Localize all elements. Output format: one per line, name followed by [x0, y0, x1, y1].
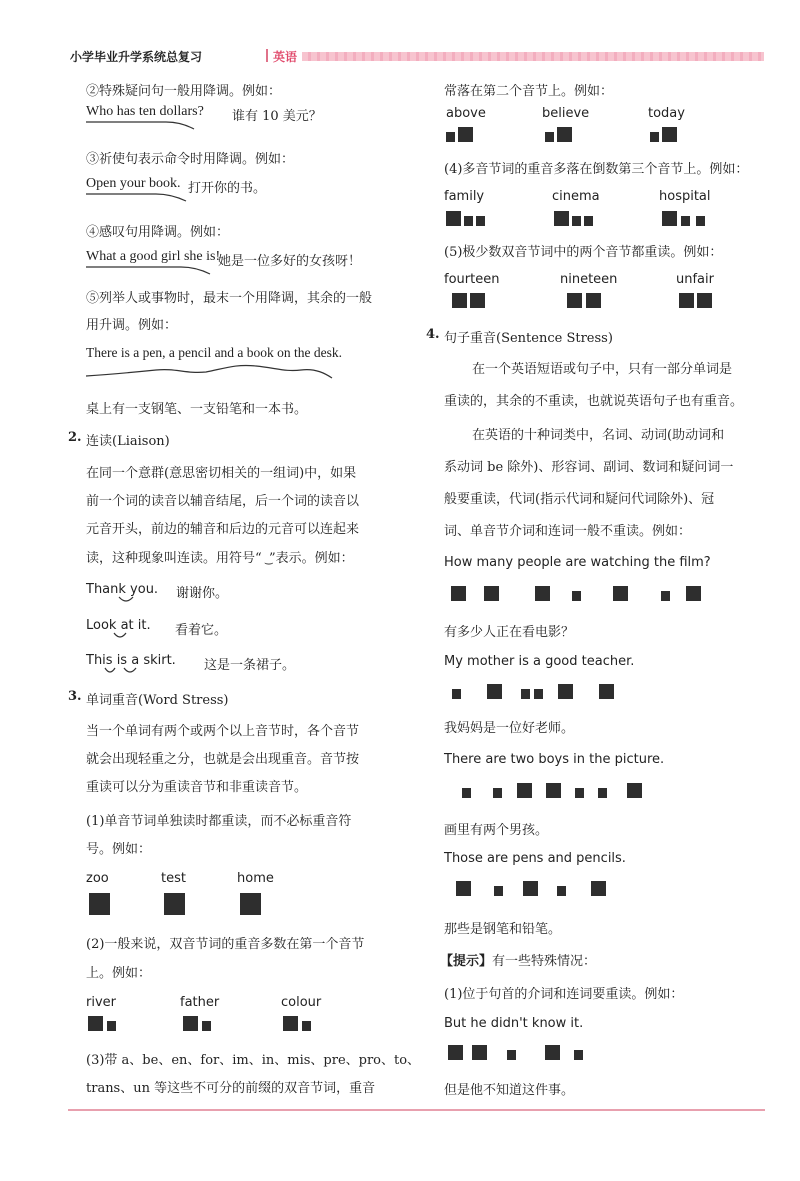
rule-3-example-cn: 打开你的书。	[188, 181, 267, 196]
stress-mark-weak	[452, 689, 461, 699]
rule-4-example-cn: 她是一位多好的女孩呀！	[218, 254, 362, 269]
stress-mark-weak	[464, 216, 473, 226]
rule-2-title: ②特殊疑问句一般用降调。例如：	[86, 84, 282, 99]
word-father: father	[180, 995, 220, 1010]
stress-mark-strong	[586, 293, 601, 308]
rule-3-example-en: Open your book.	[86, 176, 181, 191]
section-3-title: 单词重音(Word Stress)	[86, 693, 229, 708]
stress-mark-strong	[599, 684, 614, 699]
liaison-example-1-en: Thank you.	[86, 582, 159, 597]
stress-mark-strong	[472, 1045, 487, 1060]
liaison-example-1-cn: 谢谢你。	[176, 586, 229, 601]
section-2-line-4: 读，这种现象叫连读。用符号“ ͜ ”表示。例如：	[86, 551, 354, 566]
stress-mark-weak	[557, 886, 566, 896]
stress-mark-strong	[545, 1045, 560, 1060]
stress-mark-strong	[470, 293, 485, 308]
section-4-para1-line2: 重读的，其余的不重读，也就说英语句子也有重音。	[444, 394, 744, 409]
rule-4-example-en: What a good girl she is!	[86, 249, 221, 264]
word-family: family	[444, 189, 485, 204]
stress-mark-strong	[517, 783, 532, 798]
stress-mark-strong	[456, 881, 471, 896]
section-2-line-1: 在同一个意群(意思密切相关的一组词)中，如果	[86, 466, 357, 481]
word-hospital: hospital	[659, 189, 711, 204]
section-2-line-3: 元音开头，前边的辅音和后边的元音可以连起来	[86, 522, 360, 537]
stress-mark-strong	[448, 1045, 463, 1060]
stress-mark-strong	[446, 211, 461, 226]
stress-mark-weak	[584, 216, 593, 226]
stress-mark-weak	[107, 1021, 116, 1031]
stress-mark-weak	[574, 1050, 583, 1060]
word-cinema: cinema	[552, 189, 600, 204]
stress-mark-weak	[534, 689, 543, 699]
word-colour: colour	[281, 995, 322, 1010]
stress-mark-strong	[567, 293, 582, 308]
stress-mark-strong	[183, 1016, 198, 1031]
liaison-example-3-cn: 这是一条裙子。	[204, 658, 296, 673]
word-fourteen: fourteen	[444, 272, 500, 287]
tip-1-line: (1)位于句首的介词和连词要重读。例如：	[444, 987, 684, 1002]
header-stripe	[302, 52, 764, 61]
stress-mark-strong	[283, 1016, 298, 1031]
stress-mark-strong	[686, 586, 701, 601]
stress-mark-strong	[451, 586, 466, 601]
section-4-para2-line4: 词、单音节介词和连词一般不重读。例如：	[444, 524, 692, 539]
word-rule-2-line-2: 上。例如：	[86, 966, 152, 981]
stress-mark-strong	[662, 127, 677, 142]
section-3-number: 3.	[68, 689, 82, 704]
stress-mark-weak	[494, 886, 503, 896]
rule-5-example-en: There is a pen, a pencil and a book on the desk.	[86, 345, 343, 360]
header-divider	[266, 49, 268, 62]
stress-mark-weak	[462, 788, 471, 798]
stress-mark-weak	[493, 788, 502, 798]
stress-mark-strong	[452, 293, 467, 308]
section-4-para2-line2: 系动词 be 除外)、形容词、副词、数词和疑问词一	[444, 460, 734, 475]
sentence-3-cn: 画里有两个男孩。	[444, 823, 549, 838]
stress-mark-strong	[535, 586, 550, 601]
stress-mark-weak	[302, 1021, 311, 1031]
stress-mark-strong	[627, 783, 642, 798]
stress-mark-weak	[650, 132, 659, 142]
sentence-4-cn: 那些是钢笔和铅笔。	[444, 922, 562, 937]
stress-mark-weak	[572, 216, 581, 226]
intonation-curve	[86, 360, 336, 382]
sentence-4-en: Those are pens and pencils.	[444, 851, 626, 866]
liaison-example-2-cn: 看着它。	[175, 623, 228, 638]
stress-mark-strong	[240, 893, 261, 915]
stress-mark-strong	[679, 293, 694, 308]
sentence-2-cn: 我妈妈是一位好老师。	[444, 721, 575, 736]
word-home: home	[237, 871, 274, 886]
stress-mark-strong	[546, 783, 561, 798]
rule-5-line-2: 用升调。例如：	[86, 318, 178, 333]
word-rule-3-line-3: 常落在第二个音节上。例如：	[444, 84, 614, 99]
stress-mark-weak	[681, 216, 690, 226]
stress-mark-weak	[446, 132, 455, 142]
stress-mark-weak	[572, 591, 581, 601]
stress-mark-strong	[591, 881, 606, 896]
tip-text: 有一些特殊情况：	[492, 954, 597, 969]
word-river: river	[86, 995, 116, 1010]
section-4-para1-line1: 在一个英语短语或句子中，只有一部分单词是	[472, 362, 733, 377]
stress-mark-weak	[598, 788, 607, 798]
falling-intonation-mark	[86, 265, 216, 277]
liaison-mark	[104, 667, 138, 675]
rule-2-example-cn: 谁有 10 美元？	[232, 109, 322, 124]
stress-mark-strong	[88, 1016, 103, 1031]
section-3-line-1: 当一个单词有两个或两个以上音节时，各个音节	[86, 724, 360, 739]
stress-mark-strong	[89, 893, 110, 915]
section-3-line-2: 就会出现轻重之分，也就是会出现重音。音节按	[86, 752, 360, 767]
stress-mark-strong	[558, 684, 573, 699]
liaison-mark	[118, 596, 134, 604]
stress-mark-weak	[476, 216, 485, 226]
section-2-line-2: 前一个词的读音以辅音结尾，后一个词的读音以	[86, 494, 360, 509]
sentence-5-en: But he didn't know it.	[444, 1016, 584, 1031]
stress-mark-strong	[487, 684, 502, 699]
sentence-1-en: How many people are watching the film?	[444, 555, 711, 570]
word-rule-1-line-2: 号。例如：	[86, 842, 152, 857]
stress-mark-strong	[557, 127, 572, 142]
liaison-example-3-en: This is a skirt.	[86, 653, 176, 668]
stress-mark-strong	[458, 127, 473, 142]
sentence-2-en: My mother is a good teacher.	[444, 654, 635, 669]
section-4-title: 句子重音(Sentence Stress)	[444, 331, 613, 346]
word-unfair: unfair	[676, 272, 714, 287]
tip-label: 【提示】	[440, 954, 493, 969]
section-4-number: 4.	[426, 327, 440, 342]
falling-intonation-mark	[86, 120, 196, 132]
rule-2-example-en: Who has ten dollars?	[86, 104, 204, 119]
section-4-para2-line1: 在英语的十种词类中，名词、动词(助动词和	[472, 428, 725, 443]
stress-mark-strong	[662, 211, 677, 226]
stress-mark-strong	[554, 211, 569, 226]
rule-5-line-1: ⑤列举人或事物时，最末一个用降调，其余的一般	[86, 291, 373, 306]
word-rule-3-line-1: (3)带 a、be、en、for、im、in、mis、pre、pro、to、	[86, 1053, 421, 1068]
stress-mark-strong	[484, 586, 499, 601]
book-title: 小学毕业升学系统总复习	[70, 50, 203, 64]
section-4-para2-line3: 般要重读，代词(指示代词和疑问代词除外)、冠	[444, 492, 715, 507]
stress-mark-strong	[164, 893, 185, 915]
word-rule-5-line: (5)极少数双音节词中的两个音节都重读。例如：	[444, 245, 723, 260]
word-rule-3-line-2: trans、un 等这些不可分的前缀的双音节词，重音	[86, 1081, 376, 1096]
section-2-title: 连读(Liaison)	[86, 434, 170, 449]
stress-mark-weak	[545, 132, 554, 142]
word-test: test	[161, 871, 186, 886]
rule-4-title: ④感叹句用降调。例如：	[86, 225, 230, 240]
word-today: today	[648, 106, 685, 121]
stress-mark-weak	[696, 216, 705, 226]
stress-mark-weak	[575, 788, 584, 798]
stress-mark-strong	[613, 586, 628, 601]
rule-5-example-cn: 桌上有一支钢笔、一支铅笔和一本书。	[86, 402, 308, 417]
word-rule-4-line: (4)多音节词的重音多落在倒数第三个音节上。例如：	[444, 162, 749, 177]
section-2-number: 2.	[68, 430, 82, 445]
sentence-1-cn: 有多少人正在看电影？	[444, 625, 575, 640]
liaison-example-2-en: Look at it.	[86, 618, 151, 633]
footer-rule	[68, 1109, 765, 1111]
sentence-3-en: There are two boys in the picture.	[444, 752, 665, 767]
rule-3-title: ③祈使句表示命令时用降调。例如：	[86, 152, 295, 167]
section-3-line-3: 重读可以分为重读音节和非重读音节。	[86, 780, 308, 795]
page-header	[70, 46, 765, 66]
stress-mark-weak	[521, 689, 530, 699]
stress-mark-weak	[661, 591, 670, 601]
falling-intonation-mark	[86, 192, 196, 204]
word-zoo: zoo	[86, 871, 109, 886]
stress-mark-weak	[202, 1021, 211, 1031]
word-above: above	[446, 106, 486, 121]
liaison-mark	[113, 632, 127, 640]
word-believe: believe	[542, 106, 590, 121]
sentence-5-cn: 但是他不知道这件事。	[444, 1083, 575, 1098]
subject-label: 英语	[273, 50, 298, 64]
word-rule-2-line-1: (2)一般来说，双音节词的重音多数在第一个音节	[86, 937, 365, 952]
stress-mark-strong	[697, 293, 712, 308]
word-nineteen: nineteen	[560, 272, 618, 287]
stress-mark-weak	[507, 1050, 516, 1060]
stress-mark-strong	[523, 881, 538, 896]
word-rule-1-line-1: (1)单音节词单独读时都重读，而不必标重音符	[86, 814, 352, 829]
